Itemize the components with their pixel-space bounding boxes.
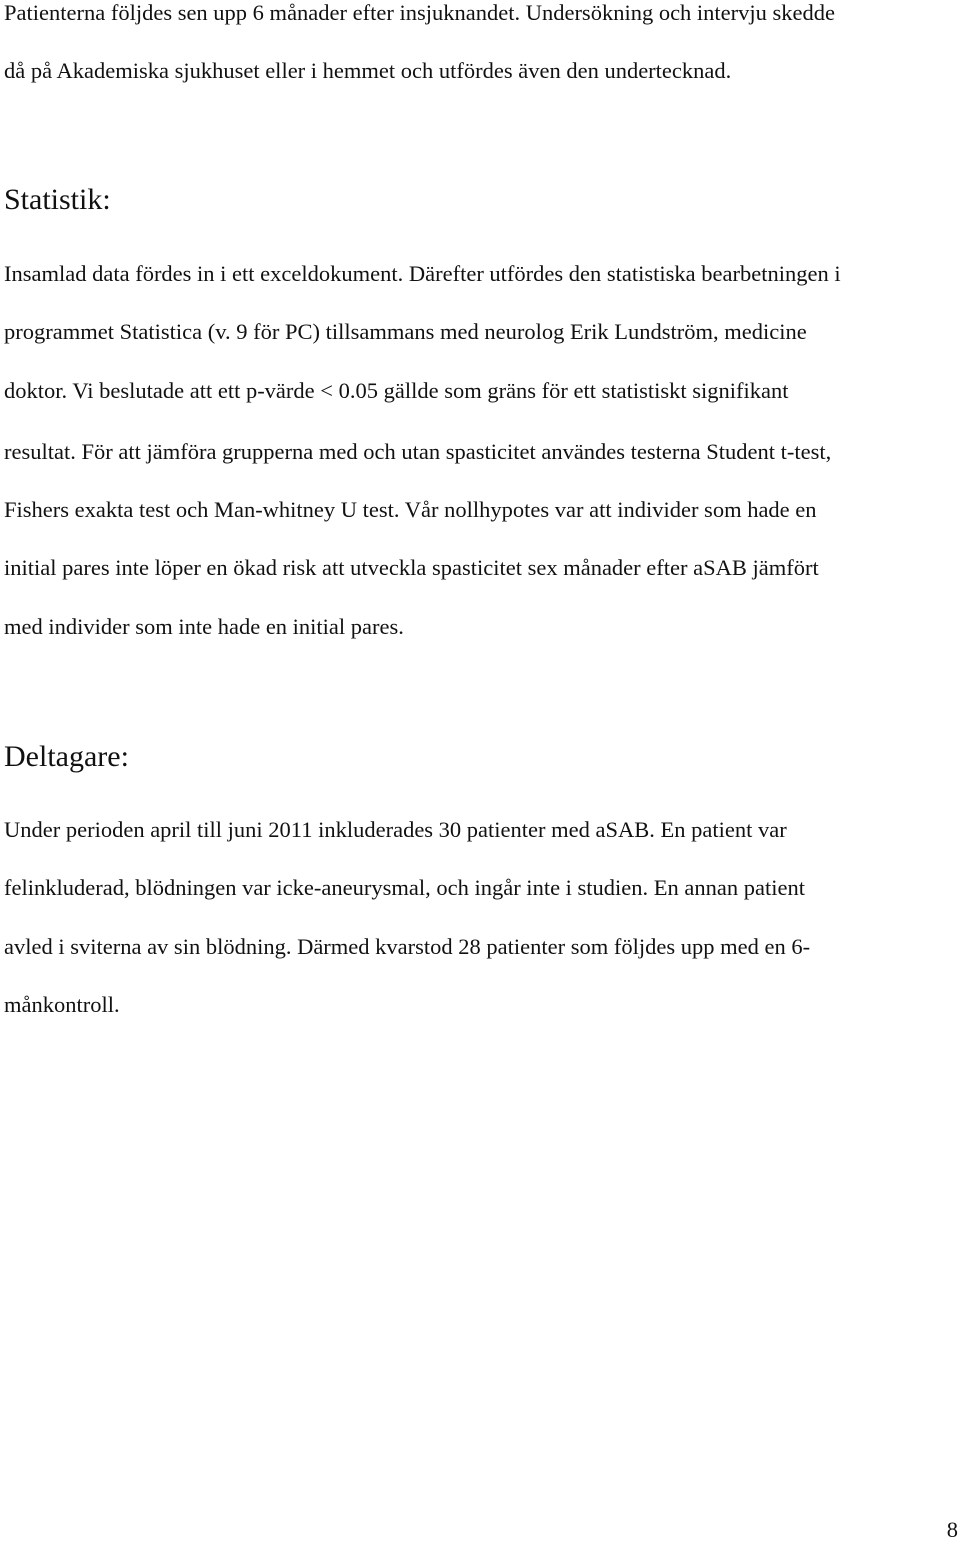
statistik-line-6: initial pares inte löper en ökad risk att utveckla spasticitet sex månader efter aSAB jämfört [4,555,819,580]
deltagare-line-3: avled i sviterna av sin blödning. Därmed kvarstod 28 patienter som följdes upp med en 6- [4,934,811,959]
statistik-line-1: Insamlad data fördes in i ett exceldokument. Därefter utfördes den statistiska bearbetningen i [4,261,841,286]
deltagare-line-1: Under perioden april till juni 2011 inkluderades 30 patienter med aSAB. En patient var [4,817,787,842]
section-heading-deltagare: Deltagare: [4,740,129,773]
statistik-line-2: programmet Statistica (v. 9 för PC) tillsammans med neurolog Erik Lundström, medicine [4,319,807,344]
page-number: 8 [946,1517,958,1542]
statistik-line-7: med individer som inte hade en initial pares. [4,614,404,639]
deltagare-line-2: felinkluderad, blödningen var icke-aneurysmal, och ingår inte i studien. En annan patient [4,875,805,900]
deltagare-line-4: månkontroll. [4,992,120,1017]
statistik-line-3: doktor. Vi beslutade att ett p-värde < 0.05 gällde som gräns för ett statistiskt signifikant [4,378,789,403]
intro-line-2: då på Akademiska sjukhuset eller i hemmet och utfördes även den undertecknad. [4,58,732,83]
intro-line-1: Patienterna följdes sen upp 6 månader efter insjuknandet. Undersökning och intervju skedde [4,0,836,25]
statistik-line-4: resultat. För att jämföra grupperna med och utan spasticitet användes testerna Student t-test, [4,439,832,464]
statistik-line-5: Fishers exakta test och Man-whitney U test. Vår nollhypotes var att individer som hade en [4,497,817,522]
section-heading-statistik: Statistik: [4,183,111,216]
